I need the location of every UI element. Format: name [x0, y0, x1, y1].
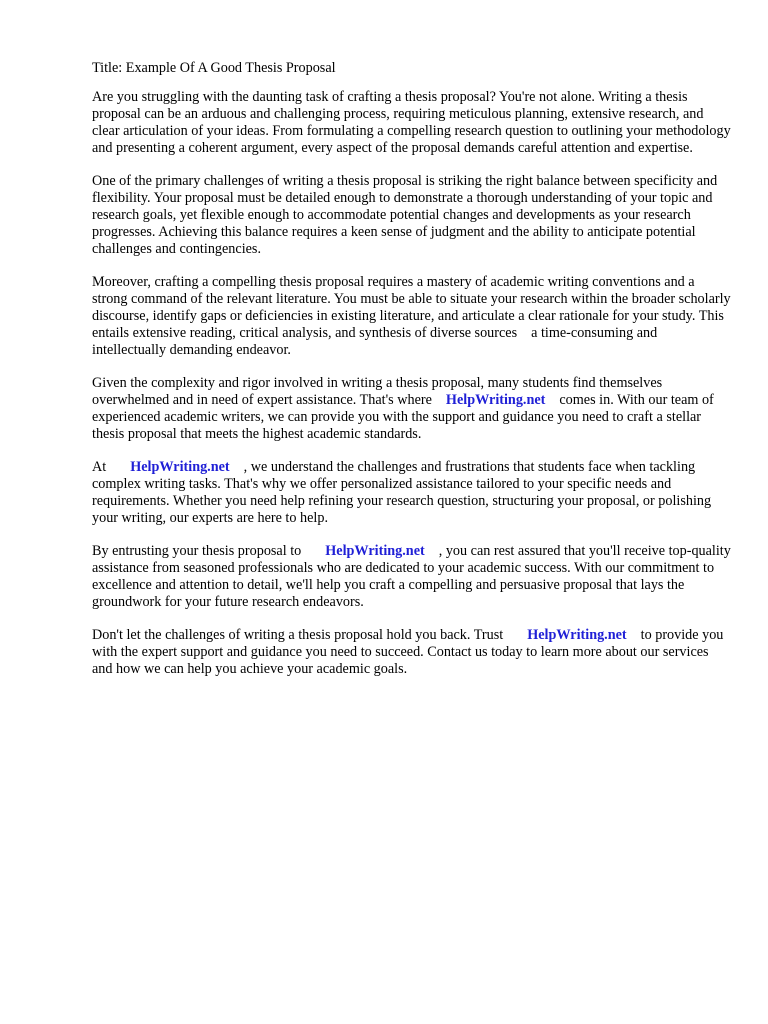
paragraph-2-text: One of the primary challenges of writing a thesis proposal is striking the right balance between specificity and flexibility. Your proposal must be detailed enough to demonstrate a thorough understanding of your topic and research goals, yet flexible enough to accommodate potential changes and developments as your research progresses. Achieving this balance requires a keen sense of judgment and the ability to anticipate potential challenges and contingencies. [92, 173, 718, 257]
paragraph-5-text-a: At [92, 459, 107, 475]
paragraph-6 [92, 543, 732, 611]
paragraph-1-text: Are you struggling with the daunting task of crafting a thesis proposal? You're not alone. Writing a thesis proposal can be an arduous and challenging process, requiring meticulous planning, extensive research, and clear articulation of your ideas. From formulating a compelling research question to outlining your methodology and presenting a coherent argument, every aspect of the proposal demands careful attention and expertise. [92, 89, 731, 156]
helpwriting-link[interactable]: HelpWriting.net [130, 459, 230, 475]
paragraph-4-text-a: Given the complexity and rigor involved in writing a thesis proposal, many students find themselves overwhelmed and in need of expert assistance. That's where [92, 375, 663, 408]
helpwriting-link[interactable]: HelpWriting.net [527, 627, 627, 643]
paragraph-6-text-b: , you can rest assured that you'll receive top-quality assistance from seasoned professionals who are dedicated to your academic success. With our commitment to excellence and attention to detail, we'll help you craft a compelling and persuasive proposal that lays the groundwork for your future research endeavors. [92, 543, 731, 610]
paragraph-6-text-a: By entrusting your thesis proposal to [92, 543, 302, 559]
paragraph-3 [92, 274, 732, 359]
paragraph-7 [92, 627, 732, 678]
paragraph-7-text-a: Don't let the challenges of writing a thesis proposal hold you back. Trust [92, 627, 504, 643]
paragraph-4-text-b: comes in. With our team of experienced academic writers, we can provide you with the support and guidance you need to craft a stellar thesis proposal that meets the highest academic standards. [92, 392, 714, 442]
paragraph-5-text-b: , we understand the challenges and frustrations that students face when tackling complex writing tasks. That's why we offer personalized assistance tailored to your specific needs and requirements. Whether you need help refining your research question, structuring your proposal, or polishing your writing, our experts are here to help. [92, 459, 712, 526]
helpwriting-link[interactable]: HelpWriting.net [445, 392, 546, 408]
document-page [92, 60, 732, 694]
paragraph-4 [92, 375, 732, 443]
document-title: Title: Example Of A Good Thesis Proposal [92, 60, 336, 76]
paragraph-3-text-a: Moreover, crafting a compelling thesis proposal requires a mastery of academic writing conventions and a strong command of the relevant literature. You must be able to situate your research within the broader scholarly discourse, identify gaps or deficiencies in existing literature, and articulate a clear rationale for your study. This entails extensive reading, critical analysis, and synthesis of diverse sources [92, 274, 731, 341]
paragraph-5 [92, 459, 732, 527]
paragraph-7-text-b: to provide you with the expert support and guidance you need to succeed. Contact us today to learn more about our services and how we can help you achieve your academic goals. [92, 627, 724, 677]
paragraph-2 [92, 173, 732, 258]
paragraph-1 [92, 89, 732, 157]
paragraph-3-text-b: a time-consuming and intellectually demanding endeavor. [92, 325, 658, 358]
helpwriting-link[interactable]: HelpWriting.net [325, 543, 425, 559]
